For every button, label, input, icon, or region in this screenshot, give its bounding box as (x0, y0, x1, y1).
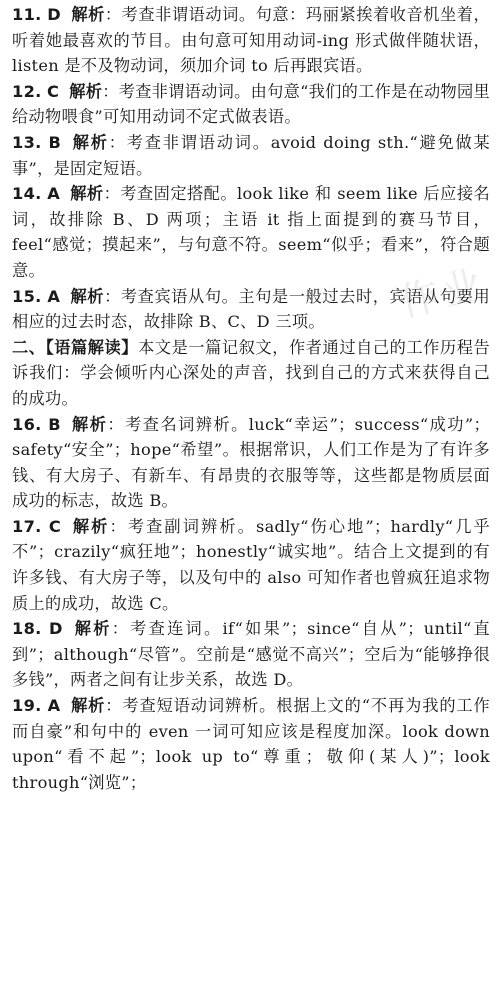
items-top (12, 2, 490, 335)
item-label: 解析 (69, 81, 103, 101)
item-label: 解析 (70, 286, 105, 306)
item-answer: C (48, 516, 62, 536)
item-text: 考查连词。if“如果”；since“自从”；until“直到”；although“尽管”。空前是“感觉不高兴”；空后为“能够挣很多钱”，两者之间有让步关系，故选 D。 (12, 619, 490, 690)
answer-item-18: 18. D 解析：考查连词。if“如果”；since“自从”；until“直到”；although“尽管”。空前是“感觉不高兴”；空后为“能够挣很多钱”，两者之间有让步关系，故选 D。 (12, 619, 490, 690)
item-text: 考查宾语从句。主句是一般过去时，宾语从句要用相应的过去时态，故排除 B、C、D 三项。 (12, 286, 490, 332)
item-label: 解析 (71, 132, 109, 152)
section-discourse-reading (12, 335, 490, 412)
item-answer: A (47, 184, 61, 204)
section-summary: 本文是一篇记叙文，作者通过自己的工作历程告诉我们：学会倾听内心深处的声音，找到自己的方式来获得自己的成功。 (12, 337, 490, 408)
items-bottom (12, 412, 490, 796)
item-text: 考查短语动词辨析。根据上文的“不再为我的工作而自豪”和句中的 even 一词可知应该是程度加深。look down upon“看不起”；look up to“尊重；敬仰(某人)”；look through“浏览”； (12, 696, 490, 792)
item-answer: C (47, 81, 60, 101)
item-answer: D (47, 5, 62, 24)
item-number: 19. (12, 696, 42, 716)
item-number: 17. (12, 516, 42, 536)
item-label: 解析 (72, 619, 112, 639)
item-number: 14. (12, 184, 42, 204)
item-label: 解析 (70, 414, 108, 434)
item-label: 解析 (71, 516, 110, 536)
item-text: 考查非谓语动词。句意：玛丽紧挨着收音机坐着，听着她最喜欢的节目。由句意可知用动词-ing 形式做伴随状语，listen 是不及物动词，须加介词 to 后再跟宾语。 (12, 5, 490, 76)
answer-item-13: 13. B 解析：考查非谓语动词。avoid doing sth.“避免做某事”，是固定短语。 (12, 132, 490, 178)
item-number: 18. (12, 619, 42, 639)
item-number: 12. (12, 81, 42, 101)
item-number: 15. (12, 286, 42, 306)
answer-item-17: 17. C 解析：考查副词辨析。sadly“伤心地”；hardly“几乎不”；crazily“疯狂地”；honestly“诚实地”。结合上文提到的有许多钱、有大房子等，以及句中的 also 可知作者也曾疯狂追求物质上的成功，故选 C。 (12, 516, 490, 613)
item-answer: B (48, 414, 61, 434)
item-text: 考查非谓语动词。由句意“我们的工作是在动物园里给动物喂食”可知用动词不定式做表语。 (12, 81, 491, 127)
item-number: 13. (12, 132, 42, 152)
item-label: 解析 (70, 184, 104, 204)
section-title: 二、【语篇解读】 (12, 337, 139, 357)
item-number: 11. (12, 5, 42, 24)
item-answer: D (49, 619, 63, 639)
item-label: 解析 (70, 696, 106, 716)
item-text: 考查固定搭配。look like 和 seem like 后应接名词，故排除 B、D 两项；主语 it 指上面提到的赛马节目，feel“感觉；摸起来”，与句意不符。seem“似乎；看来”，符合题意。 (12, 184, 490, 280)
item-answer: A (47, 696, 61, 716)
answer-item-14: 14. A 解析：考查固定搭配。look like 和 seem like 后应接名词，故排除 B、D 两项；主语 it 指上面提到的赛马节目，feel“感觉；摸起来”，与句意不符。seem“似乎；看来”，符合题意。 (12, 184, 490, 280)
watermark: 作业 (394, 260, 492, 327)
item-number: 16. (12, 414, 42, 434)
item-text: 考查名词辨析。luck“幸运”；success“成功”；safety“安全”；hope“希望”。根据常识，人们工作是为了有许多钱、有大房子、有新车、有昂贵的衣服等等，这些都是物质层面成功的标志，故选 B。 (12, 414, 490, 511)
item-answer: A (47, 286, 61, 306)
item-label: 解析 (71, 5, 105, 24)
answer-item-15: 15. A 解析：考查宾语从句。主句是一般过去时，宾语从句要用相应的过去时态，故排除 B、C、D 三项。 (12, 286, 490, 332)
item-text: 考查非谓语动词。avoid doing sth.“避免做某事”，是固定短语。 (12, 132, 490, 178)
answer-item-11: 11. D 解析：考查非谓语动词。句意：玛丽紧挨着收音机坐着，听着她最喜欢的节目。由句意可知用动词-ing 形式做伴随状语，listen 是不及物动词，须加介词 to 后再跟宾语。 (12, 5, 490, 76)
item-text: 考查副词辨析。sadly“伤心地”；hardly“几乎不”；crazily“疯狂地”；honestly“诚实地”。结合上文提到的有许多钱、有大房子等，以及句中的 also 可知作者也曾疯狂追求物质上的成功，故选 C。 (12, 516, 490, 613)
answer-item-16: 16. B 解析：考查名词辨析。luck“幸运”；success“成功”；safety“安全”；hope“希望”。根据常识，人们工作是为了有许多钱、有大房子、有新车、有昂贵的衣服等等，这些都是物质层面成功的标志，故选 B。 (12, 414, 490, 511)
item-answer: B (48, 132, 62, 152)
answer-item-12: 12. C 解析：考查非谓语动词。由句意“我们的工作是在动物园里给动物喂食”可知用动词不定式做表语。 (12, 81, 491, 127)
answer-item-19: 19. A 解析：考查短语动词辨析。根据上文的“不再为我的工作而自豪”和句中的 even 一词可知应该是程度加深。look down upon“看不起”；look up to“尊重；敬仰(某人)”；look through“浏览”； (12, 696, 490, 792)
